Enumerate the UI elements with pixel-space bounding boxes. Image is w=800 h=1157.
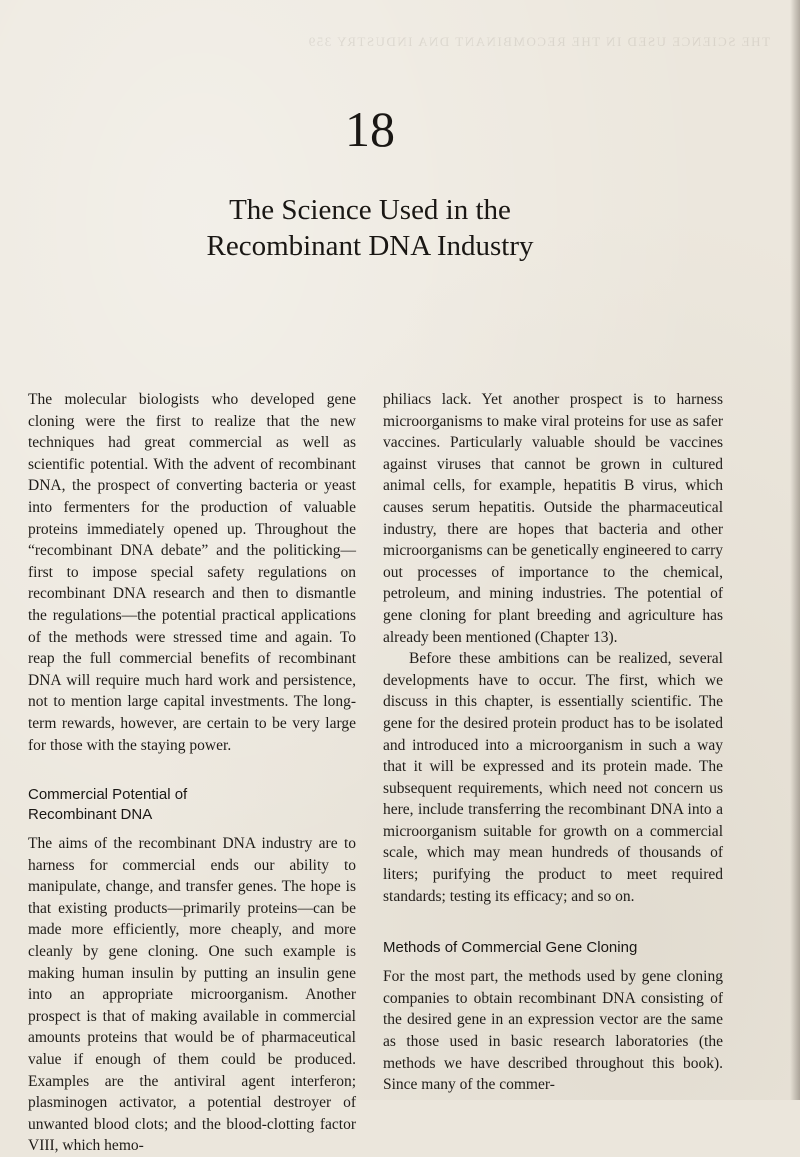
commercial-potential-paragraph: The aims of the recombinant DNA industry are to harness for commercial ends our ability to manipulate, change, and transfer genes. The hope is that existing products—primarily proteins—can be made more efficiently, more cheaply, and more cleanly by gene cloning. One such example is making human insulin by putting an insulin gene into an appropriate microorganism. Another prospect is that of making available in commercial amounts proteins that would be of pharmaceutical value if enough of them could be produced. Examples are the antiviral agent interferon; plasminogen activator, a potential destroyer of unwanted blood clots; and the blood-clotting factor VIII, which hemo- xyxy=(28,835,356,1155)
intro-paragraph: The molecular biologists who developed gene cloning were the first to realize that the new techniques had great commercial as well as scientific potential. With the advent of recombinant DNA, the prospect of converting bacteria or yeast into fermenters for the production of valuable proteins immediately opened up. Throughout the “recombinant DNA debate” and the politicking—first to impose special safety regulations on recombinant DNA research and then to dismantle the regulations—the potential practical applications of the methods were stressed time and again. To reap the full commercial benefits of recombinant DNA will require much hard work and persistence, not to mention large capital investments. The long-term rewards, however, are certain to be very large for those with the staying power. xyxy=(28,391,356,754)
section-heading-methods: Methods of Commercial Gene Cloning xyxy=(383,939,638,957)
page-edge-shadow xyxy=(790,0,800,1100)
chapter-title xyxy=(0,192,740,264)
continued-paragraph: philiacs lack. Yet another prospect is to harness microorganisms to make viral proteins for use as safer vaccines. Particularly valuable should be vaccines against viruses that cannot be grown in cultured animal cells, for example, hepatitis B virus, which causes serum hepatitis. Outside the pharmaceutical industry, there are hopes that bacteria and other microorganisms can be genetically engineered to carry out processes of importance to the chemical, petroleum, and mining industries. The potential of gene cloning for plant breeding and agriculture has already been mentioned (Chapter 13). xyxy=(383,391,723,646)
methods-paragraph: For the most part, the methods used by gene cloning companies to obtain recombinant DNA consisting of the desired gene in an expression vector are the same as those used in basic research laboratories (the methods we have described throughout this book). Since many of the commer- xyxy=(383,968,723,1094)
section-heading-line-2: Recombinant DNA xyxy=(28,806,153,824)
left-column xyxy=(28,389,356,1157)
chapter-number: 18 xyxy=(345,101,395,157)
show-through-running-head: THE SCIENCE USED IN THE RECOMBINANT DNA INDUSTRY 359 xyxy=(307,34,770,49)
section-heading-commercial-potential xyxy=(28,785,356,825)
chapter-title-line-1: The Science Used in the xyxy=(229,194,511,226)
section-heading-line-1: Commercial Potential of xyxy=(28,786,188,804)
right-column xyxy=(383,389,723,1096)
chapter-title-line-2: Recombinant DNA Industry xyxy=(206,230,534,262)
developments-paragraph: Before these ambitions can be realized, several developments have to occur. The first, which we discuss in this chapter, is essentially scientific. The gene for the desired protein product has to be isolated and introduced into a microorganism in such a way that it will be expressed and its protein made. The subsequent requirements, which need not concern us here, include transferring the recombinant DNA into a microorganism suitable for growth on a commercial scale, which may mean hundreds of thousands of liters; purifying the product to meet required standards; testing its efficacy; and so on. xyxy=(383,650,723,905)
